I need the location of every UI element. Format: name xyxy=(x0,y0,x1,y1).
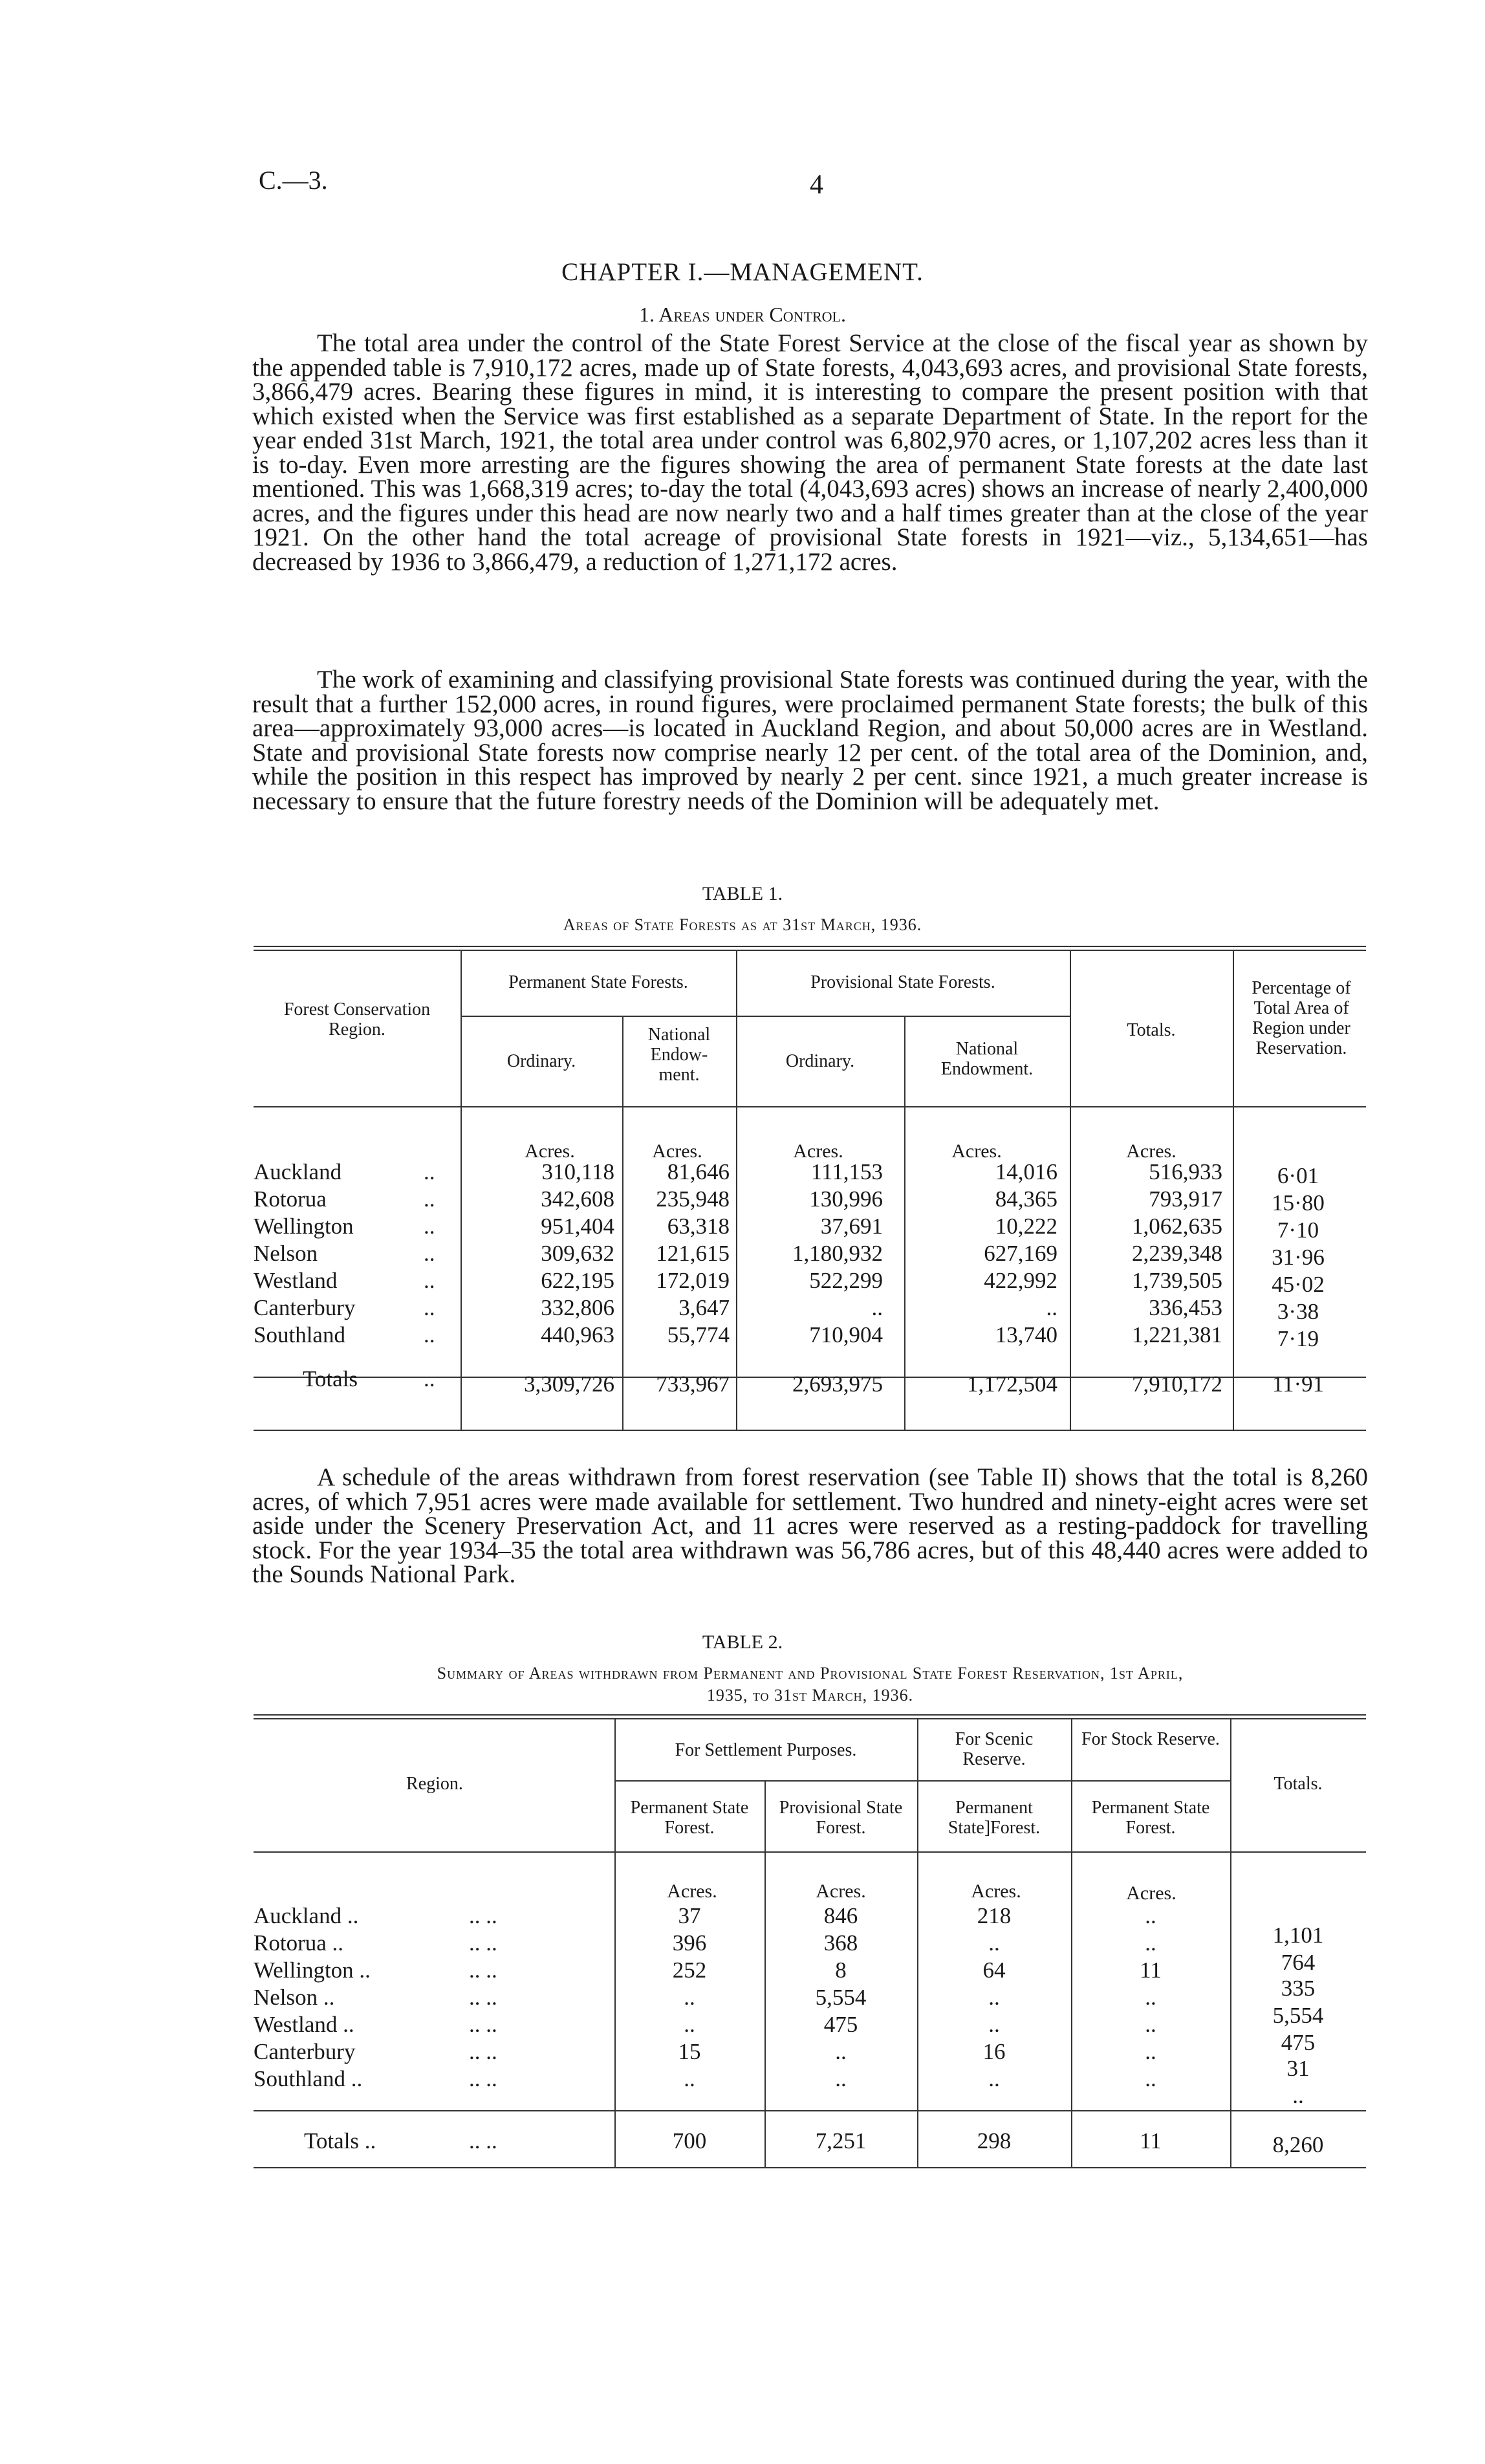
table1-cell-prov_nat: 10,222 xyxy=(995,1214,1057,1239)
table1-cell-pct: 3·38 xyxy=(1277,1299,1319,1324)
table1-col-divider xyxy=(622,1016,623,1430)
table2-totals-total: 8,260 xyxy=(1272,2132,1324,2157)
table1-region-dots: .. xyxy=(424,1295,435,1320)
table1-region-name: Southland xyxy=(254,1322,345,1347)
table2-totals-label: Totals .. xyxy=(304,2128,376,2153)
table1-cell-pct: 15·80 xyxy=(1272,1190,1325,1216)
table2-region-dots: .. .. xyxy=(469,2066,497,2091)
table2-cell-settle_prov: 5,554 xyxy=(815,1985,867,2010)
table1-cell-pct: 7·19 xyxy=(1277,1326,1319,1351)
table2-header-totals: Totals. xyxy=(1274,1774,1323,1794)
table2-header-settle-prov: Provisional State Forest. xyxy=(779,1798,903,1838)
table2-region-name: Auckland .. xyxy=(254,1903,359,1928)
table1-cell-total: 1,062,635 xyxy=(1132,1214,1222,1239)
table1-cell-total: 336,453 xyxy=(1149,1295,1222,1320)
table1-cell-total: 1,221,381 xyxy=(1132,1322,1222,1347)
table1-totals-pct: 11·91 xyxy=(1272,1371,1325,1397)
table2-region-dots: .. .. xyxy=(469,1903,497,1928)
paragraph-text: A schedule of the areas withdrawn from forest reservation (see Table II) shows that the total is 8,260 acres, of which 7,951 acres were made available for settlement. Two hundred and ninety-eight acres were set aside under the Scenery Preservation Act, and 11 acres were reserved as a resting-paddock for travelling stock. For the year 1934–35 the total area withdrawn was 56,786 acres, but of this 48,440 acres were added to the Sounds National Park. xyxy=(252,1463,1368,1588)
table1-region-dots: .. xyxy=(424,1241,435,1266)
table1-top-rule xyxy=(254,946,1366,947)
table2-cell-scenic: .. xyxy=(988,1985,1000,2010)
table2-cell-settle_perm: 396 xyxy=(672,1930,707,1956)
table2-cell-stock: .. xyxy=(1145,2012,1156,2037)
table1-region-dots: .. xyxy=(424,1268,435,1293)
table2-top-rule xyxy=(254,1718,1366,1719)
table2-cell-scenic: .. xyxy=(988,2066,1000,2091)
table1-caption: TABLE 1. xyxy=(702,883,783,904)
table1-region-dots: .. xyxy=(424,1322,435,1347)
table2-cell-scenic: 218 xyxy=(977,1903,1012,1928)
table1-header-percentage: Percentage of Total Area of Region under Reservation. xyxy=(1252,978,1351,1058)
table1-cell-perm_ord: 309,632 xyxy=(541,1241,614,1266)
table2-totals-settle_prov: 7,251 xyxy=(815,2128,867,2153)
table1-unit-label: Acres. xyxy=(793,1140,843,1162)
table2-cell-stock: .. xyxy=(1145,2066,1156,2091)
table2-cell-scenic: .. xyxy=(988,1930,1000,1956)
table1-cell-prov_ord: 1,180,932 xyxy=(792,1241,883,1266)
table1-header-perm-national: National Endow- ment. xyxy=(647,1025,711,1085)
table1-cell-prov_nat: 422,992 xyxy=(984,1268,1057,1293)
table2-unit-label: Acres. xyxy=(971,1881,1021,1902)
table2-cell-total: 5,554 xyxy=(1272,2003,1324,2028)
table2-region-dots: .. .. xyxy=(469,1930,497,1956)
table1-header-totals: Totals. xyxy=(1127,1020,1176,1040)
table1-totals-total: 7,910,172 xyxy=(1132,1371,1222,1397)
table1-cell-pct: 7·10 xyxy=(1277,1217,1319,1243)
table2-region-dots: .. .. xyxy=(469,1957,497,1983)
table2-cell-scenic: .. xyxy=(988,2012,1000,2037)
table1-col-divider xyxy=(1233,950,1234,1430)
table2-cell-stock: .. xyxy=(1145,1903,1156,1928)
table1-cell-perm_ord: 310,118 xyxy=(541,1159,614,1184)
table2-cell-total: 31 xyxy=(1286,2056,1310,2081)
table2-totals-rule xyxy=(254,2110,1366,2111)
table1-cell-perm_ord: 342,608 xyxy=(541,1186,614,1212)
table2-subtitle-line: Summary of Areas withdrawn from Permanent and Provisional State Forest Reservation, 1st April, xyxy=(437,1664,1184,1683)
table2-region-dots: .. .. xyxy=(469,2012,497,2037)
table2-header-settlement: For Settlement Purposes. xyxy=(675,1740,857,1760)
paragraph-2 xyxy=(252,668,1368,813)
table1-cell-perm_nat: 55,774 xyxy=(667,1322,730,1347)
table1-totals-perm_ord: 3,309,726 xyxy=(524,1371,614,1397)
table1-bottom-rule xyxy=(254,1430,1366,1431)
paragraph-text: The total area under the control of the State Forest Service at the close of the fiscal year as shown by the appended table is 7,910,172 acres, made up of State forests, 4,043,693 acres, and provisional State forests, 3,866,479 acres. Bearing these figures in mind, it is interesting to compare the present position with that which existed when the Service was first established as a separate Department of State. In the report for the year ended 31st March, 1921, the total area under control was 6,802,970 acres, or 1,107,202 acres less than it is to-day. Even more arresting are the figures showing the area of permanent State forests at the date last mentioned. This was 1,668,319 acres; to-day the total (4,043,693 acres) shows an increase of nearly 2,400,000 acres, and the figures under this head are now nearly two and a half times greater than at the close of the year 1921. On the other hand the total acreage of provisional State forests in 1921—viz., 5,134,651—has decreased by 1936 to 3,866,479, a reduction of 1,271,172 acres. xyxy=(252,329,1368,576)
table2-cell-settle_perm: 15 xyxy=(678,2039,701,2064)
table1-col-divider xyxy=(461,950,462,1430)
table1-cell-total: 793,917 xyxy=(1149,1186,1222,1212)
table1-region-name: Auckland xyxy=(254,1159,342,1184)
table1-subtitle: Areas of State Forests as at 31st March, 1936. xyxy=(563,915,922,934)
table2-cell-settle_prov: 846 xyxy=(823,1903,858,1928)
table1-cell-perm_ord: 951,404 xyxy=(541,1214,614,1239)
table2-region-dots: .. .. xyxy=(469,1985,497,2010)
table1-totals-prov_ord: 2,693,975 xyxy=(792,1371,883,1397)
table2-header-stock-sub: Permanent State Forest. xyxy=(1091,1798,1210,1838)
table2-cell-total: 335 xyxy=(1281,1976,1316,2001)
table2-subtitle xyxy=(252,1663,1368,1706)
table2-cell-stock: .. xyxy=(1145,1985,1156,2010)
table1-cell-perm_nat: 3,647 xyxy=(678,1295,730,1320)
table1-cell-prov_ord: 37,691 xyxy=(820,1214,883,1239)
table2-col-divider xyxy=(917,1718,918,2167)
table2-caption: TABLE 2. xyxy=(702,1631,783,1653)
table1-region-name: Nelson xyxy=(254,1241,318,1266)
table1-header-prov-national: National Endowment. xyxy=(940,1039,1034,1079)
table2-cell-settle_perm: .. xyxy=(684,2066,695,2091)
table1-region-dots: .. xyxy=(424,1186,435,1212)
table2-totals-settle_perm: 700 xyxy=(672,2128,707,2153)
table1-header-perm-ordinary: Ordinary. xyxy=(506,1051,576,1071)
paragraph-3 xyxy=(252,1465,1368,1587)
table2-cell-stock: .. xyxy=(1145,1930,1156,1956)
table1-cell-prov_ord: 111,153 xyxy=(810,1159,883,1184)
table1-totals-perm_nat: 733,967 xyxy=(656,1371,730,1397)
table1-cell-prov_ord: 522,299 xyxy=(809,1268,883,1293)
table2-totals-dots: .. .. xyxy=(469,2128,497,2153)
table2-region-name: Wellington .. xyxy=(254,1957,371,1983)
table1-cell-pct: 31·96 xyxy=(1272,1245,1325,1270)
table2-cell-scenic: 16 xyxy=(982,2039,1006,2064)
table1-cell-perm_nat: 235,948 xyxy=(656,1186,730,1212)
document-reference: C.—3. xyxy=(259,166,328,195)
table2-region-dots: .. .. xyxy=(469,2039,497,2064)
table2-header-rule xyxy=(614,1780,1230,1782)
table1-col-divider xyxy=(904,1016,905,1430)
table2-region-name: Canterbury xyxy=(254,2039,356,2064)
table2-cell-stock: 11 xyxy=(1140,1957,1162,1983)
table2-cell-settle_perm: 252 xyxy=(672,1957,707,1983)
table2-cell-settle_prov: 368 xyxy=(823,1930,858,1956)
table1-unit-label: Acres. xyxy=(652,1140,702,1162)
table2-header-scenic: For Scenic Reserve. xyxy=(955,1729,1034,1769)
table2-cell-total: 764 xyxy=(1281,1950,1316,1975)
table1-totals-dots: .. xyxy=(424,1366,435,1391)
section-title: 1. Areas under Control. xyxy=(639,303,846,326)
page-number: 4 xyxy=(810,170,823,200)
paragraph-1 xyxy=(252,331,1368,574)
table1-unit-label: Acres. xyxy=(1126,1140,1176,1162)
table1-cell-total: 2,239,348 xyxy=(1132,1241,1222,1266)
table1-cell-pct: 6·01 xyxy=(1277,1163,1319,1188)
table1-header-provisional: Provisional State Forests. xyxy=(810,972,995,992)
table2-cell-total: 1,101 xyxy=(1272,1923,1324,1948)
table1-unit-label: Acres. xyxy=(525,1140,575,1162)
table1-col-divider xyxy=(736,950,737,1430)
table2-totals-scenic: 298 xyxy=(977,2128,1012,2153)
table2-cell-settle_prov: .. xyxy=(835,2066,847,2091)
table2-header-scenic-sub: Permanent State]Forest. xyxy=(948,1798,1041,1838)
table2-cell-stock: .. xyxy=(1145,2039,1156,2064)
table1-header-bottom-rule xyxy=(254,1106,1366,1107)
chapter-title: CHAPTER I.—MANAGEMENT. xyxy=(561,258,924,286)
table1-cell-perm_nat: 81,646 xyxy=(667,1159,730,1184)
table2-header-bottom-rule xyxy=(254,1851,1366,1853)
table1-header-permanent: Permanent State Forests. xyxy=(508,972,688,992)
table2-unit-label: Acres. xyxy=(1126,1882,1176,1904)
table2-header-settle-perm: Permanent State Forest. xyxy=(630,1798,749,1838)
table2-col-divider xyxy=(1071,1718,1072,2167)
table2-region-name: Southland .. xyxy=(254,2066,363,2091)
table2-totals-stock: 11 xyxy=(1140,2128,1162,2153)
table1-region-name: Wellington xyxy=(254,1214,354,1239)
table2-header-stock: For Stock Reserve. xyxy=(1081,1729,1220,1749)
table2-top-rule xyxy=(254,1714,1366,1716)
table1-header-rule xyxy=(461,1016,1070,1017)
table2-region-name: Nelson .. xyxy=(254,1985,335,2010)
table2-cell-settle_prov: .. xyxy=(835,2039,847,2064)
table2-cell-total: .. xyxy=(1292,2083,1304,2108)
table1-header-prov-ordinary: Ordinary. xyxy=(785,1051,855,1071)
table1-region-name: Canterbury xyxy=(254,1295,356,1320)
table2-region-name: Westland .. xyxy=(254,2012,354,2037)
table2-bottom-rule xyxy=(254,2167,1366,2168)
table1-cell-total: 516,933 xyxy=(1149,1159,1222,1184)
table1-cell-perm_nat: 63,318 xyxy=(667,1214,730,1239)
table1-cell-prov_ord: 130,996 xyxy=(809,1186,883,1212)
table2-header-region: Region. xyxy=(406,1774,463,1794)
table1-cell-perm_nat: 172,019 xyxy=(656,1268,730,1293)
table2-unit-label: Acres. xyxy=(667,1881,717,1902)
table2-cell-settle_perm: .. xyxy=(684,1985,695,2010)
table1-region-dots: .. xyxy=(424,1214,435,1239)
table2-col-divider xyxy=(764,1780,766,2167)
table1-totals-label: Totals xyxy=(303,1366,358,1391)
table2-region-name: Rotorua .. xyxy=(254,1930,344,1956)
table1-cell-prov_nat: 84,365 xyxy=(995,1186,1057,1212)
table1-cell-perm_nat: 121,615 xyxy=(656,1241,730,1266)
table2-cell-scenic: 64 xyxy=(982,1957,1006,1983)
table2-cell-settle_perm: 37 xyxy=(678,1903,701,1928)
table1-cell-prov_nat: 627,169 xyxy=(984,1241,1057,1266)
paragraph-text: The work of examining and classifying provisional State forests was continued during the year, with the result that a further 152,000 acres, in round figures, were proclaimed permanent State forests; the bulk of this area—approximately 93,000 acres—is located in Auckland Region, and about 50,000 acres are in Westland. State and provisional State forests now comprise nearly 12 per cent. of the total area of the Dominion, and, while the position in this respect has improved by nearly 2 per cent. since 1921, a much greater increase is necessary to ensure that the future forestry needs of the Dominion will be adequately met. xyxy=(252,666,1368,815)
table2-cell-settle_perm: .. xyxy=(684,2012,695,2037)
table1-cell-prov_nat: 14,016 xyxy=(995,1159,1057,1184)
table1-unit-label: Acres. xyxy=(951,1140,1002,1162)
table2-unit-label: Acres. xyxy=(816,1881,866,1902)
table1-cell-prov_ord: .. xyxy=(871,1295,883,1320)
table1-cell-pct: 45·02 xyxy=(1272,1272,1325,1297)
table1-cell-perm_ord: 440,963 xyxy=(541,1322,614,1347)
table2-cell-settle_prov: 475 xyxy=(823,2012,858,2037)
table2-cell-settle_prov: 8 xyxy=(835,1957,847,1983)
table1-cell-perm_ord: 622,195 xyxy=(541,1268,614,1293)
table1-region-name: Westland xyxy=(254,1268,338,1293)
table1-cell-prov_ord: 710,904 xyxy=(809,1322,883,1347)
table2-cell-total: 475 xyxy=(1281,2030,1316,2055)
table1-header-region: Forest Conservation Region. xyxy=(283,999,431,1040)
table1-cell-prov_nat: .. xyxy=(1046,1295,1057,1320)
table1-region-dots: .. xyxy=(424,1159,435,1184)
table1-top-rule xyxy=(254,950,1366,951)
table1-cell-total: 1,739,505 xyxy=(1132,1268,1222,1293)
table2-subtitle-line: 1935, to 31st March, 1936. xyxy=(706,1686,914,1705)
table1-region-name: Rotorua xyxy=(254,1186,327,1212)
table1-cell-perm_ord: 332,806 xyxy=(541,1295,614,1320)
table1-totals-prov_nat: 1,172,504 xyxy=(967,1371,1057,1397)
table1-cell-prov_nat: 13,740 xyxy=(995,1322,1057,1347)
